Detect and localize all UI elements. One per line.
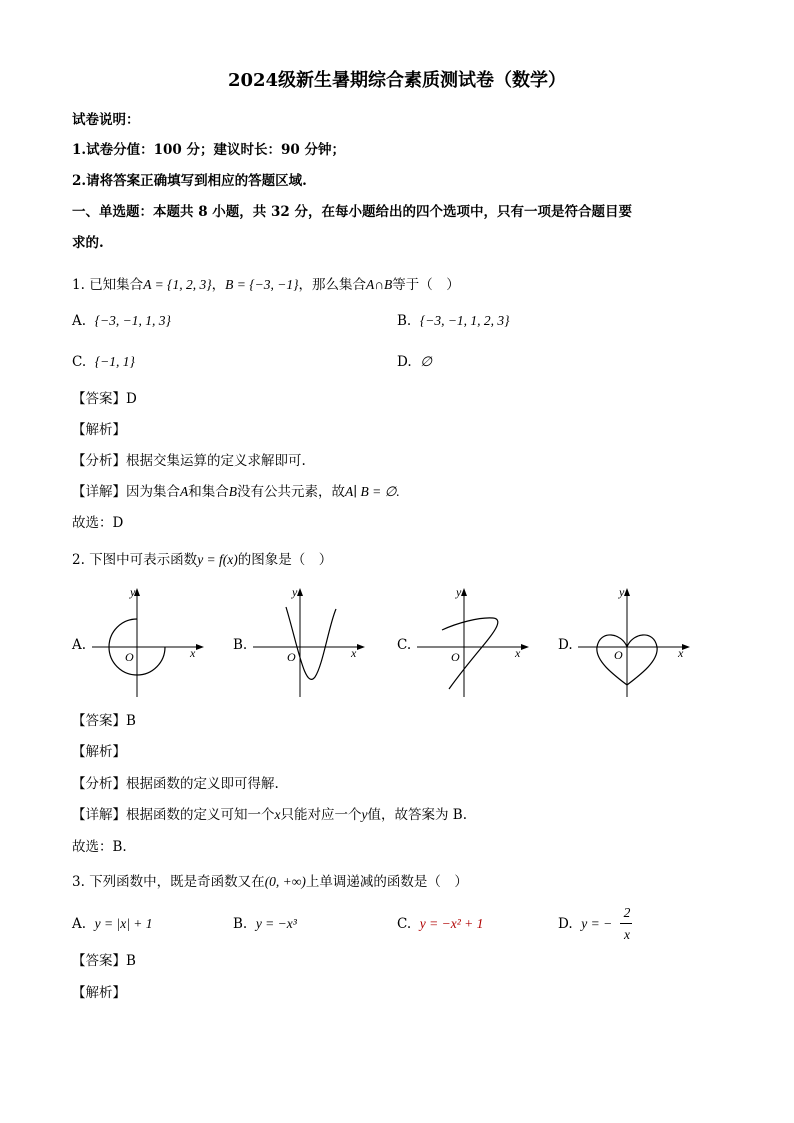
q1-stem xyxy=(72,276,460,294)
q1-xiangjie xyxy=(72,483,400,501)
instructions-heading: 试卷说明： xyxy=(72,112,140,128)
origin-label: O xyxy=(614,648,623,662)
q2-analysis-heading: 【解析】 xyxy=(72,744,126,760)
q2-xiangjie-pre: 【详解】根据函数的定义可知一个 xyxy=(72,807,275,823)
q1-option-a xyxy=(72,312,171,330)
section1-heading-line-2: 求的. xyxy=(72,235,104,251)
q2-xiangjie-x: x xyxy=(274,807,281,822)
q1-xiangjie-post: 没有公共元素，故 xyxy=(237,484,345,500)
q2-text-post: 的图象是（ ） xyxy=(237,552,333,568)
graph-a-label: A. xyxy=(72,637,87,653)
q3-option-a xyxy=(72,915,153,933)
q1-set-a: A = {1, 2, 3} xyxy=(143,277,212,292)
option-text: y = − xyxy=(581,916,613,931)
q2-xiangjie-post: 值，故答案为 B. xyxy=(367,807,468,823)
q1-xiangjie-b: B xyxy=(228,484,237,499)
option-label: B. xyxy=(233,916,248,932)
y-axis-label: y xyxy=(292,585,298,599)
q3-analysis-heading: 【解析】 xyxy=(72,985,126,1001)
q2-xiangjie-y: y xyxy=(361,807,368,822)
q2-answer: 【答案】B xyxy=(72,713,136,729)
option-text: {−3, −1, 1, 2, 3} xyxy=(419,313,510,328)
option-label: C. xyxy=(72,354,87,370)
graph-b xyxy=(253,585,373,700)
q1-answer: 【答案】D xyxy=(72,391,137,407)
q3-option-c xyxy=(397,915,483,933)
origin-label: O xyxy=(125,650,134,664)
q1-conclusion: 故选：D xyxy=(72,515,124,531)
q2-stem xyxy=(72,551,332,569)
graph-d xyxy=(578,585,698,700)
q1-text-post: 等于（ ） xyxy=(392,277,460,293)
option-label: C. xyxy=(397,916,412,932)
option-text: {−1, 1} xyxy=(94,354,135,369)
option-label: D. xyxy=(397,354,412,370)
q3-number: 3. xyxy=(72,874,85,890)
instructions-line-1: 1.试卷分值：100 分；建议时长：90 分钟； xyxy=(72,142,345,158)
option-label: B. xyxy=(397,313,412,329)
option-label: A. xyxy=(72,916,87,932)
q1-text-mid: ，那么集合 xyxy=(298,277,366,293)
section1-heading-line-1: 一、单选题：本题共 8 小题，共 32 分，在每小题给出的四个选项中，只有一项是符合题目要 xyxy=(72,204,632,220)
q3-interval: (0, +∞) xyxy=(264,874,306,889)
origin-label: O xyxy=(451,650,460,664)
option-text: ∅ xyxy=(420,354,432,369)
graph-b-label: B. xyxy=(233,637,248,653)
q3-text-post: 上单调递减的函数是（ ） xyxy=(305,874,468,890)
q1-xiangjie-mid: 和集合 xyxy=(188,484,229,500)
y-axis-label: y xyxy=(619,585,625,599)
option-text: y = −x³ xyxy=(255,916,297,931)
q1-comma: ， xyxy=(211,277,226,293)
q2-number: 2. xyxy=(72,552,85,568)
q1-xiangjie-expr: A∣ B = ∅. xyxy=(345,484,400,499)
q3-option-d-numerator: 2 xyxy=(623,905,631,920)
option-text: {−3, −1, 1, 3} xyxy=(94,313,171,328)
q2-xiangjie xyxy=(72,806,467,824)
q1-option-c xyxy=(72,353,135,371)
q3-option-d-denominator: x xyxy=(624,927,630,942)
fraction-bar xyxy=(620,923,632,924)
y-axis-label: y xyxy=(456,585,462,599)
x-axis-label: x xyxy=(515,646,521,660)
x-axis-label: x xyxy=(351,646,357,660)
option-label: A. xyxy=(72,313,87,329)
instructions-line-2: 2.请将答案正确填写到相应的答题区域. xyxy=(72,173,307,189)
origin-label: O xyxy=(287,650,296,664)
q2-fenxi: 【分析】根据函数的定义即可得解. xyxy=(72,776,279,792)
q1-number: 1. xyxy=(72,277,85,293)
q2-xiangjie-mid: 只能对应一个 xyxy=(280,807,362,823)
q1-option-d xyxy=(397,353,432,371)
q2-conclusion: 故选：B. xyxy=(72,839,127,855)
q1-analysis-heading: 【解析】 xyxy=(72,422,126,438)
option-text: y = |x| + 1 xyxy=(94,916,153,931)
q3-answer: 【答案】B xyxy=(72,953,136,969)
graph-c-label: C. xyxy=(397,637,412,653)
q3-option-d xyxy=(558,915,612,933)
q1-xiangjie-a: A xyxy=(180,484,189,499)
x-axis-label: x xyxy=(190,646,196,660)
x-axis-label: x xyxy=(678,646,684,660)
q1-text-pre: 已知集合 xyxy=(89,277,144,293)
q1-option-b xyxy=(397,312,510,330)
q3-text-pre: 下列函数中，既是奇函数又在 xyxy=(89,874,265,890)
q2-text-pre: 下图中可表示函数 xyxy=(89,552,198,568)
q2-function: y = f(x) xyxy=(197,552,238,567)
q1-intersection: A∩B xyxy=(365,277,393,292)
graph-c xyxy=(417,585,537,700)
option-label: D. xyxy=(558,916,573,932)
q3-option-b xyxy=(233,915,297,933)
q1-set-b: B = {−3, −1} xyxy=(225,277,299,292)
q1-fenxi: 【分析】根据交集运算的定义求解即可. xyxy=(72,453,306,469)
page-title: 2024级新生暑期综合素质测试卷（数学） xyxy=(227,70,567,91)
graph-a xyxy=(92,585,212,700)
q1-xiangjie-pre: 【详解】因为集合 xyxy=(72,484,180,500)
y-axis-label: y xyxy=(130,585,136,599)
option-text: y = −x² + 1 xyxy=(419,916,484,931)
graph-d-label: D. xyxy=(558,637,573,653)
q3-stem xyxy=(72,873,468,891)
